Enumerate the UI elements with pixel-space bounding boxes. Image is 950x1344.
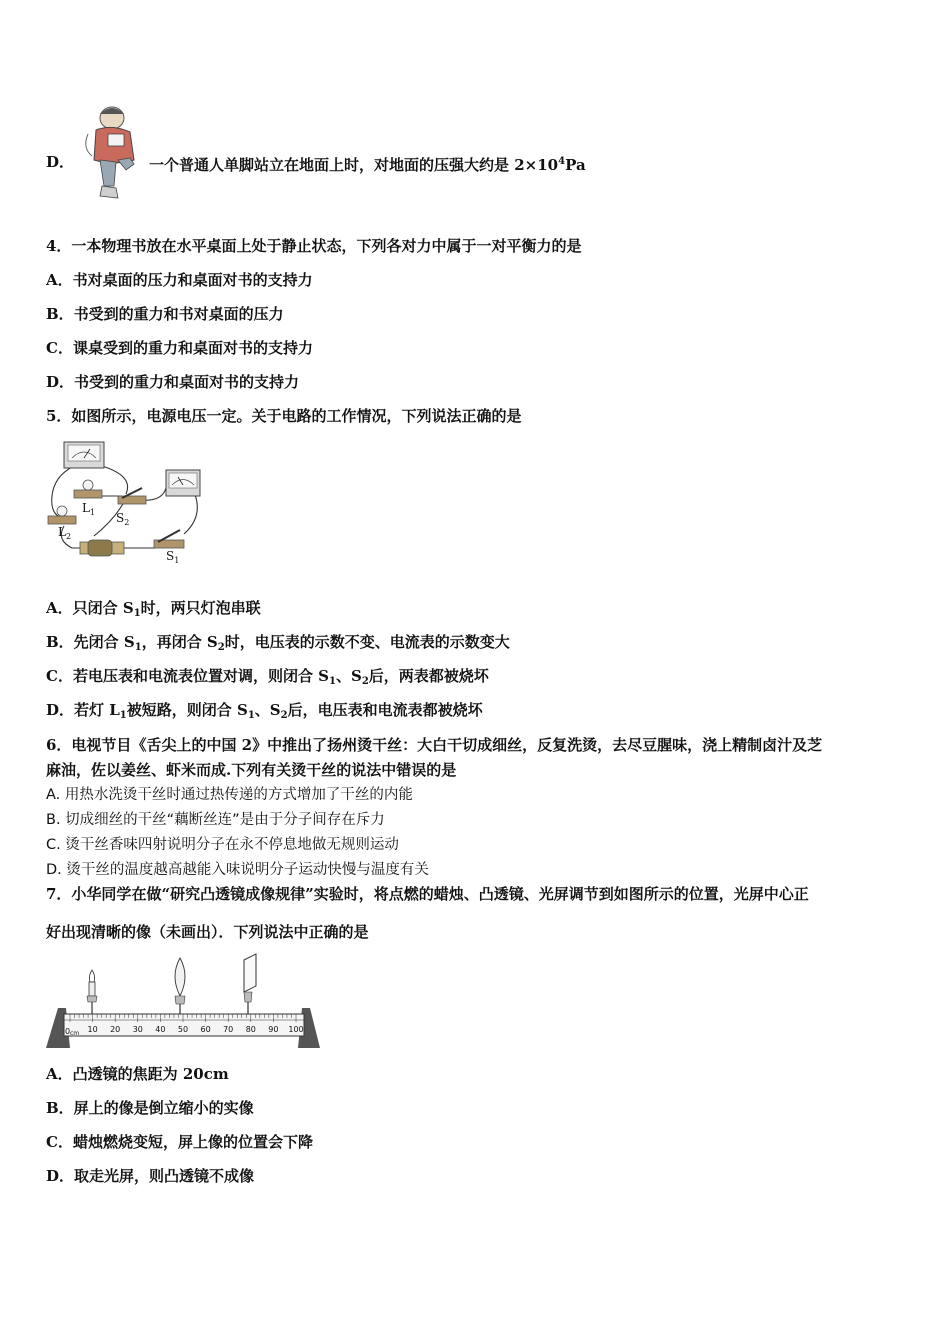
q4-option-b: B．书受到的重力和书对桌面的压力 [46, 305, 284, 323]
label-s1: S [166, 549, 175, 563]
ruler-unit: cm [70, 1030, 80, 1037]
q6-option-c: C. 烫干丝香味四射说明分子在永不停息地做无规则运动 [46, 837, 399, 853]
circuit-diagram [44, 436, 212, 568]
ruler-label: 90 [268, 1025, 279, 1034]
q7-option-c: C．蜡烛燃烧变短，屏上像的位置会下降 [46, 1133, 313, 1151]
q7-stem-line2: 好出现清晰的像（未画出）．下列说法中正确的是 [46, 923, 369, 941]
q4-option-c: C．课桌受到的重力和桌面对书的支持力 [46, 339, 313, 357]
q6-option-b: B. 切成细丝的干丝“藕断丝连”是由于分子间存在斥力 [46, 812, 385, 828]
ruler-label: 70 [223, 1025, 234, 1034]
label-l2: L [58, 525, 66, 539]
label-s2-sub: 2 [124, 518, 130, 527]
label-l1: L [82, 501, 90, 515]
bulb-l2-icon [48, 506, 76, 524]
label-s2: S [116, 511, 125, 525]
label-s1-sub: 1 [174, 556, 180, 565]
q3-option-d-text [149, 152, 586, 175]
ruler-label: 10 [87, 1025, 98, 1034]
svg-text:L1 [82, 501, 95, 517]
label-l2-sub: 2 [65, 532, 72, 541]
ruler-label: 30 [132, 1025, 143, 1034]
convex-lens-icon [175, 958, 185, 1014]
q7-option-b: B．屏上的像是倒立缩小的实像 [46, 1099, 254, 1117]
q5-stem: 5．如图所示，电源电压一定。关于电路的工作情况，下列说法正确的是 [46, 407, 522, 425]
ruler-label: 50 [177, 1025, 189, 1034]
ruler-label: 100 [288, 1025, 304, 1034]
light-screen-icon [244, 954, 256, 1014]
ammeter-icon [64, 442, 104, 468]
q3-option-d [46, 152, 74, 172]
q7-option-a: A．凸透镜的焦距为 20cm [46, 1065, 229, 1083]
q3-option-d-exponent: 4 [558, 156, 566, 167]
q5-option-d: D．若灯 $L_1$被短路，则闭合 $S_1$、$S_2$后，电压表和电流表都被烧坏 [46, 701, 483, 721]
ruler-zero: 0 [65, 1027, 71, 1036]
switch-s1-icon [154, 530, 184, 548]
q4-option-a: A．书对桌面的压力和桌面对书的支持力 [46, 271, 313, 289]
candle-icon [87, 970, 97, 1014]
person-standing-one-foot-image [74, 104, 144, 202]
ruler-label: 60 [200, 1025, 211, 1034]
q5-option-b: B．先闭合 $S_1$，再闭合 $S_2$时，电压表的示数不变、电流表的示数变大 [46, 633, 510, 653]
q6-stem-line1: 6．电视节目《舌尖上的中国 2》中推出了扬州烫干丝：大白干切成细丝，反复洗烫，去尽豆腥味，浇上精制卤汁及芝 [46, 736, 823, 754]
q5-option-c: C．若电压表和电流表位置对调，则闭合 $S_1$、$S_2$后，两表都被烧坏 [46, 667, 489, 687]
optical-bench-diagram [44, 952, 324, 1052]
q7-option-d: D．取走光屏，则凸透镜不成像 [46, 1167, 255, 1185]
switch-s2-icon [118, 488, 146, 504]
ruler-label: 40 [155, 1025, 166, 1034]
ruler-label: 80 [245, 1025, 256, 1034]
q3-option-d-unit: Pa [565, 156, 586, 174]
q3-option-d-label: D． [46, 153, 75, 171]
label-l1-sub: 1 [89, 508, 96, 517]
q6-stem-line2: 麻油，佐以姜丝、虾米而成.下列有关烫干丝的说法中错误的是 [46, 761, 457, 779]
voltmeter-icon [166, 470, 200, 496]
svg-text:L2 [58, 525, 71, 541]
q5-option-a: A．只闭合 $S_1$时，两只灯泡串联 [46, 599, 261, 619]
q6-option-d: D. 烫干丝的温度越高越能入味说明分子运动快慢与温度有关 [46, 862, 429, 878]
ruler-label: 20 [110, 1025, 121, 1034]
q4-option-d: D．书受到的重力和桌面对书的支持力 [46, 373, 300, 391]
q4-stem: 4．一本物理书放在水平桌面上处于静止状态，下列各对力中属于一对平衡力的是 [46, 237, 582, 255]
q7-stem-line1: 7．小华同学在做“研究凸透镜成像规律”实验时，将点燃的蜡烛、凸透镜、光屏调节到如图所示的位置，光屏中心正 [46, 885, 809, 903]
svg-text:S1 [166, 549, 179, 565]
bulb-l1-icon [74, 480, 102, 498]
svg-text:S2 [116, 511, 129, 527]
battery-icon [80, 540, 124, 556]
q6-option-a: A. 用热水洗烫干丝时通过热传递的方式增加了干丝的内能 [46, 787, 413, 803]
q3-option-d-text-pre: 一个普通人单脚站立在地面上时，对地面的压强大约是 2×10 [149, 156, 559, 174]
